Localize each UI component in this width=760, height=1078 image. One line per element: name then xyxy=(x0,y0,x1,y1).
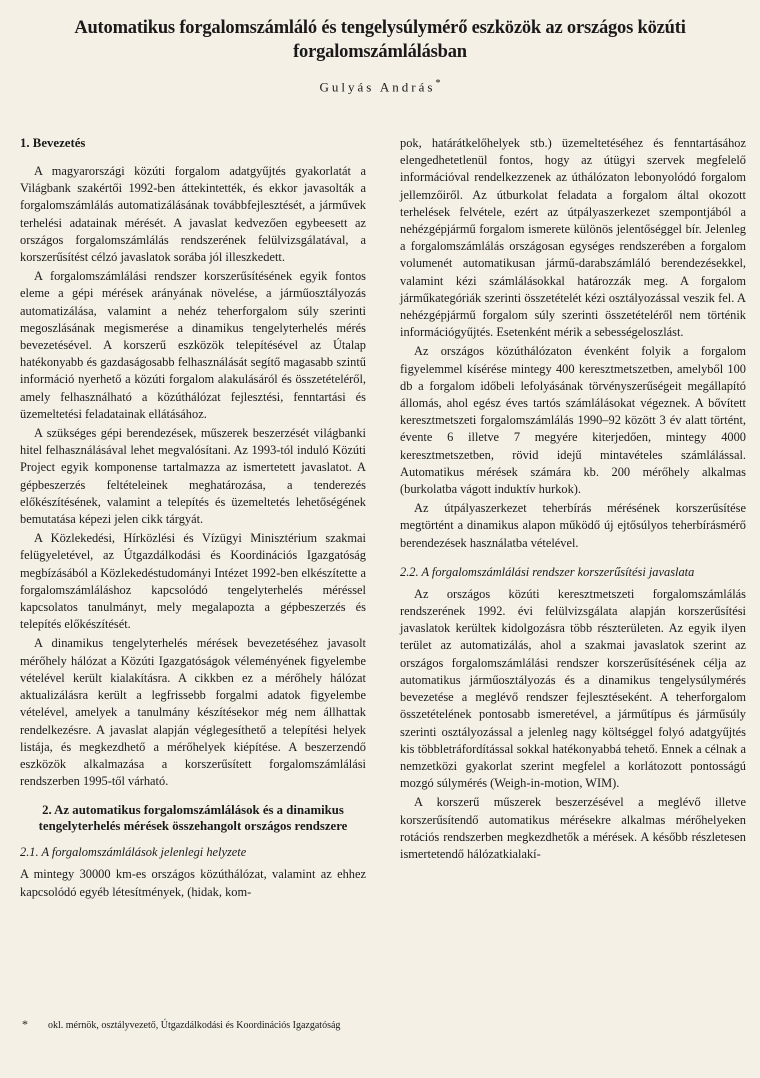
author-footnote-mark: * xyxy=(435,78,441,89)
paragraph: A mintegy 30000 km-es országos közúthálózat, valamint az ehhez kapcsolódó egyéb létesítmények, (hidak, kom- xyxy=(20,867,366,899)
paragraph: Az országos közúthálózaton évenként folyik a forgalom figyelemmel kísérése mintegy 400 keresztmetszetben, amelyből 100 db a forgalom időbeli lefolyásának törvényszerűségeit megállapító állomás, ahol egész éves tartós számlálásokat végeznek. A bővített keresztmetszeti forgalomszámlálás 1990–92 között 3 év alatt történt, évente 6 illetve 7 megyére kiterjedően, mintegy 4000 keresztmetszetben, rövid idejű mintavételes számlálással. Automatikus mérések számára kb. 200 mérőhely alkalmas (burkolatba vágott induktív hurkok). xyxy=(400,344,746,497)
page-title: Automatikus forgalomszámláló és tengelysúlymérő eszközök az országos közúti forgalomszámlálásban xyxy=(74,18,686,62)
footnote-mark: * xyxy=(22,1017,28,1031)
left-column xyxy=(20,135,366,903)
paragraph: Az útpályaszerkezet teherbírás mérésének korszerűsítése megtörtént a dinamikus alapon működő új ejtősúlyos teherbírásmérő berendezések használatba vételével. xyxy=(400,501,746,550)
footnote-text: okl. mérnök, osztályvezető, Útgazdálkodási és Koordinációs Igazgatóság xyxy=(48,1020,341,1031)
paragraph: A Közlekedési, Hírközlési és Vízügyi Minisztérium szakmai felügyeletével, az Útgazdálkodási és Koordinációs Igazgatóság megbízásából a Közlekedéstudományi Intézet 1992-ben elkészítette a forgalomszámláláshoz kapcsolódó tengelyterhelés méréssel kapcsolatos tanulmányt, mely megalapozta a gépbeszerzés és telepítés előkészítését. xyxy=(20,531,366,632)
section-2-2-heading: 2.2. A forgalomszámlálási rendszer korszerűsítési javaslata xyxy=(400,564,695,579)
section-2-1-heading: 2.1. A forgalomszámlálások jelenlegi helyzete xyxy=(20,845,247,860)
right-column xyxy=(400,135,746,865)
section-1-heading: 1. Bevezetés xyxy=(20,136,86,150)
paragraph: A magyarországi közúti forgalom adatgyűjtés gyakorlatát a Világbank szakértői 1992-ben áttekintették, és ekkor javasolták a forgalomszámlálás automatizálásának továbbfejlesztését, a járművek terhelési adatainak mérését. A javaslat kedvezően egybeesett az országos forgalomszámlálás rendszerének felülvizsgálatával, a korszerűsítést célzó javaslatok sorába jól illeszkedett. xyxy=(20,164,366,265)
author-name: Gulyás András xyxy=(319,79,436,95)
paragraph: A dinamikus tengelyterhelés mérések bevezetéséhez javasolt mérőhely hálózat a Közúti Igazgatóságok véleményének figyelembe vételével került kialakításra. A cikkben ez a mérőhely hálózat aktualizálásra került a legfrissebb forgalmi adatok figyelembe vételével, amelyek a tanulmány készítésekor még nem állhattak rendelkezésre. A javaslat alapján véglegesíthető a telepítési helyek listája, és megkezdhető a mérőhelyek kiépítése. A beszerzendő eszközök alkalmazása a korszerűsített forgalomszámlálási rendszerben 1995-től várható. xyxy=(20,636,366,789)
footnote xyxy=(22,1018,340,1032)
author-line xyxy=(0,78,760,95)
section-2-heading: 2. Az automatikus forgalomszámlálások és a dinamikus tengelyterhelés mérések összehangolt országos rendszere xyxy=(38,803,348,834)
paragraph: A szükséges gépi berendezések, műszerek beszerzését világbanki hitel felhasználásával lehet megvalósítani. Az 1993-tól induló Közúti Project egyik komponense tartalmazza az ismertetett javaslatot. A gépbeszerzés feltételeinek meghatározása, a tenderezés előkészítésének, valamint a telepítés és üzemeltetés lehetőségének bemutatása képezi jelen cikk tárgyát. xyxy=(20,426,366,527)
paragraph: A korszerű műszerek beszerzésével a meglévő illetve korszerűsítendő automatikus mérésekre alkalmas mérőhelyeken rotációs rendszerben megkezdhetők a mérések. A később részletesen ismertetendő hálózatkialakí- xyxy=(400,795,746,861)
paragraph: A forgalomszámlálási rendszer korszerűsítésének egyik fontos eleme a gépi mérések arányának növelése, a járműosztályozás automatizálása, valamint a nehéz teherforgalom súly szerinti megoszlásának megismerése a dinamikus tengelyterhelés mérés bevezetésével. A korszerű eszközök telepítésével az Útalap hatékonyabb és gazdaságosabb felhasználását segítő magasabb szintű információ nyerhető a közúti forgalom alakulásáról és összetételéről, amely felhasználható a közúthálózat fejlesztési, fenntartási és üzemeltetési feladatainak ellátásához. xyxy=(20,269,366,421)
paragraph: Az országos közúti keresztmetszeti forgalomszámlálás rendszerének 1992. évi felülvizsgálata alapján korszerűsítési javaslatok kerültek kidolgozásra több részterületen. Az egyik ilyen terület az automatizálás, ahol a szakmai javaslatok szerint az országos forgalomszámlálási rendszer korszerűsítésének célja az automatikus járműosztályozás és a dinamikus tengelysúlymérés bevezetése a meglévő rendszer fejlesztéseként. A teherforgalom összetételének pontosabb ismeretével, a járműtípus és járműsúly szerinti osztályozással a jelenleg nagy költséggel folyó adatgyűjtés kis többletráfordítással sokkal hatékonyabbá tehető. Ennek a célnak a nemzetközi gyakorlat szerint megfelel a korlátozott pontosságú mozgó súlymérés (Weigh-in-motion, WIM). xyxy=(400,586,746,791)
paragraph: pok, határátkelőhelyek stb.) üzemeltetéséhez és fenntartásához elengedhetetlenül fontos, hogy az útügyi szervek megfelelő információval rendelkezzenek az úthálózaton lebonyolódó forgalom jellemzőiről. Az útburkolat feladata a forgalom által okozott terhelések felvétele, ezért az útpályaszerkezet szempontjából a nehézgépjármű forgalom ismerete különös jelentőséggel bír. Jelenleg a forgalomszámlálás országosan egységes rendszerében a forgalom volumenét automatikusan jármű-darabszámláló berendezésekkel, valamint kézi számlálásokkal határozzák meg. A forgalom járműkategóriák szerinti összetételét kézi osztályozással veszik fel. A nehézgépjármű forgalom súly szerinti összetételéről nem történik információgyűjtés. Esetenként mérik a sebességeloszlást. xyxy=(400,136,746,340)
